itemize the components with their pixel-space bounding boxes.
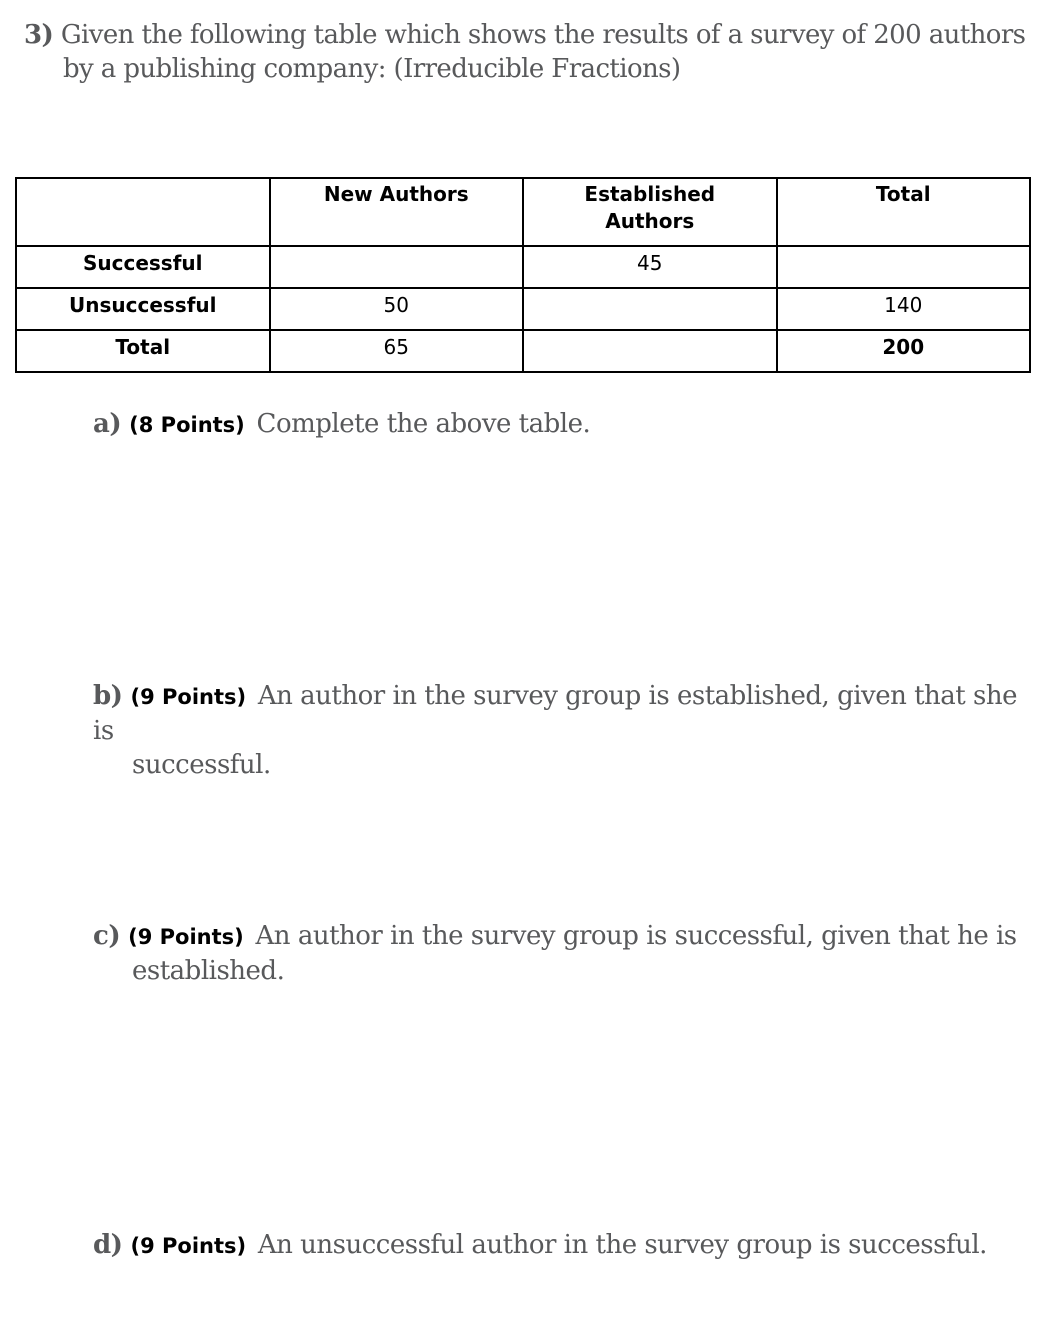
part-letter: c) [93, 921, 121, 951]
cell-total [777, 246, 1031, 288]
question-text-line2: by a publishing company: (Irreducible Fractions) [63, 54, 681, 84]
cell-established [523, 288, 777, 330]
part-text: An author in the survey group is established, given that she is [93, 681, 1017, 746]
part-c [93, 919, 1038, 988]
row-label: Successful [16, 246, 270, 288]
question-text-line1: Given the following table which shows the results of a survey of 200 authors [60, 20, 1026, 50]
part-a [93, 407, 1038, 442]
part-points: (8 Points) [129, 413, 245, 437]
part-letter: b) [93, 681, 123, 711]
table-row-successful [16, 246, 1030, 288]
header-established-authors: Established Authors [523, 178, 777, 246]
cell-total: 200 [777, 330, 1031, 372]
part-letter: a) [93, 409, 122, 439]
part-text-continued: successful. [132, 750, 271, 780]
part-points: (9 Points) [130, 1234, 247, 1258]
cell-new: 65 [270, 330, 524, 372]
part-text: Complete the above table. [256, 409, 591, 439]
header-total: Total [777, 178, 1031, 246]
part-text: An author in the survey group is successful, given that he is [255, 921, 1017, 951]
header-empty [16, 178, 270, 246]
table-row-unsuccessful [16, 288, 1030, 330]
part-text: An unsuccessful author in the survey group is successful. [257, 1230, 987, 1260]
question-number: 3) [24, 20, 54, 50]
table-header-row [16, 178, 1030, 246]
part-b [93, 679, 1038, 782]
part-text-continued: established. [132, 956, 285, 986]
header-new-authors: New Authors [270, 178, 524, 246]
row-label: Unsuccessful [16, 288, 270, 330]
question-3 [24, 18, 1034, 86]
survey-table [15, 177, 1031, 373]
part-points: (9 Points) [128, 925, 244, 949]
part-points: (9 Points) [130, 685, 247, 709]
row-label: Total [16, 330, 270, 372]
cell-established [523, 330, 777, 372]
table-row-total [16, 330, 1030, 372]
part-letter: d) [93, 1230, 123, 1260]
part-d [93, 1228, 1038, 1263]
cell-new [270, 246, 524, 288]
cell-total: 140 [777, 288, 1031, 330]
cell-new: 50 [270, 288, 524, 330]
cell-established: 45 [523, 246, 777, 288]
